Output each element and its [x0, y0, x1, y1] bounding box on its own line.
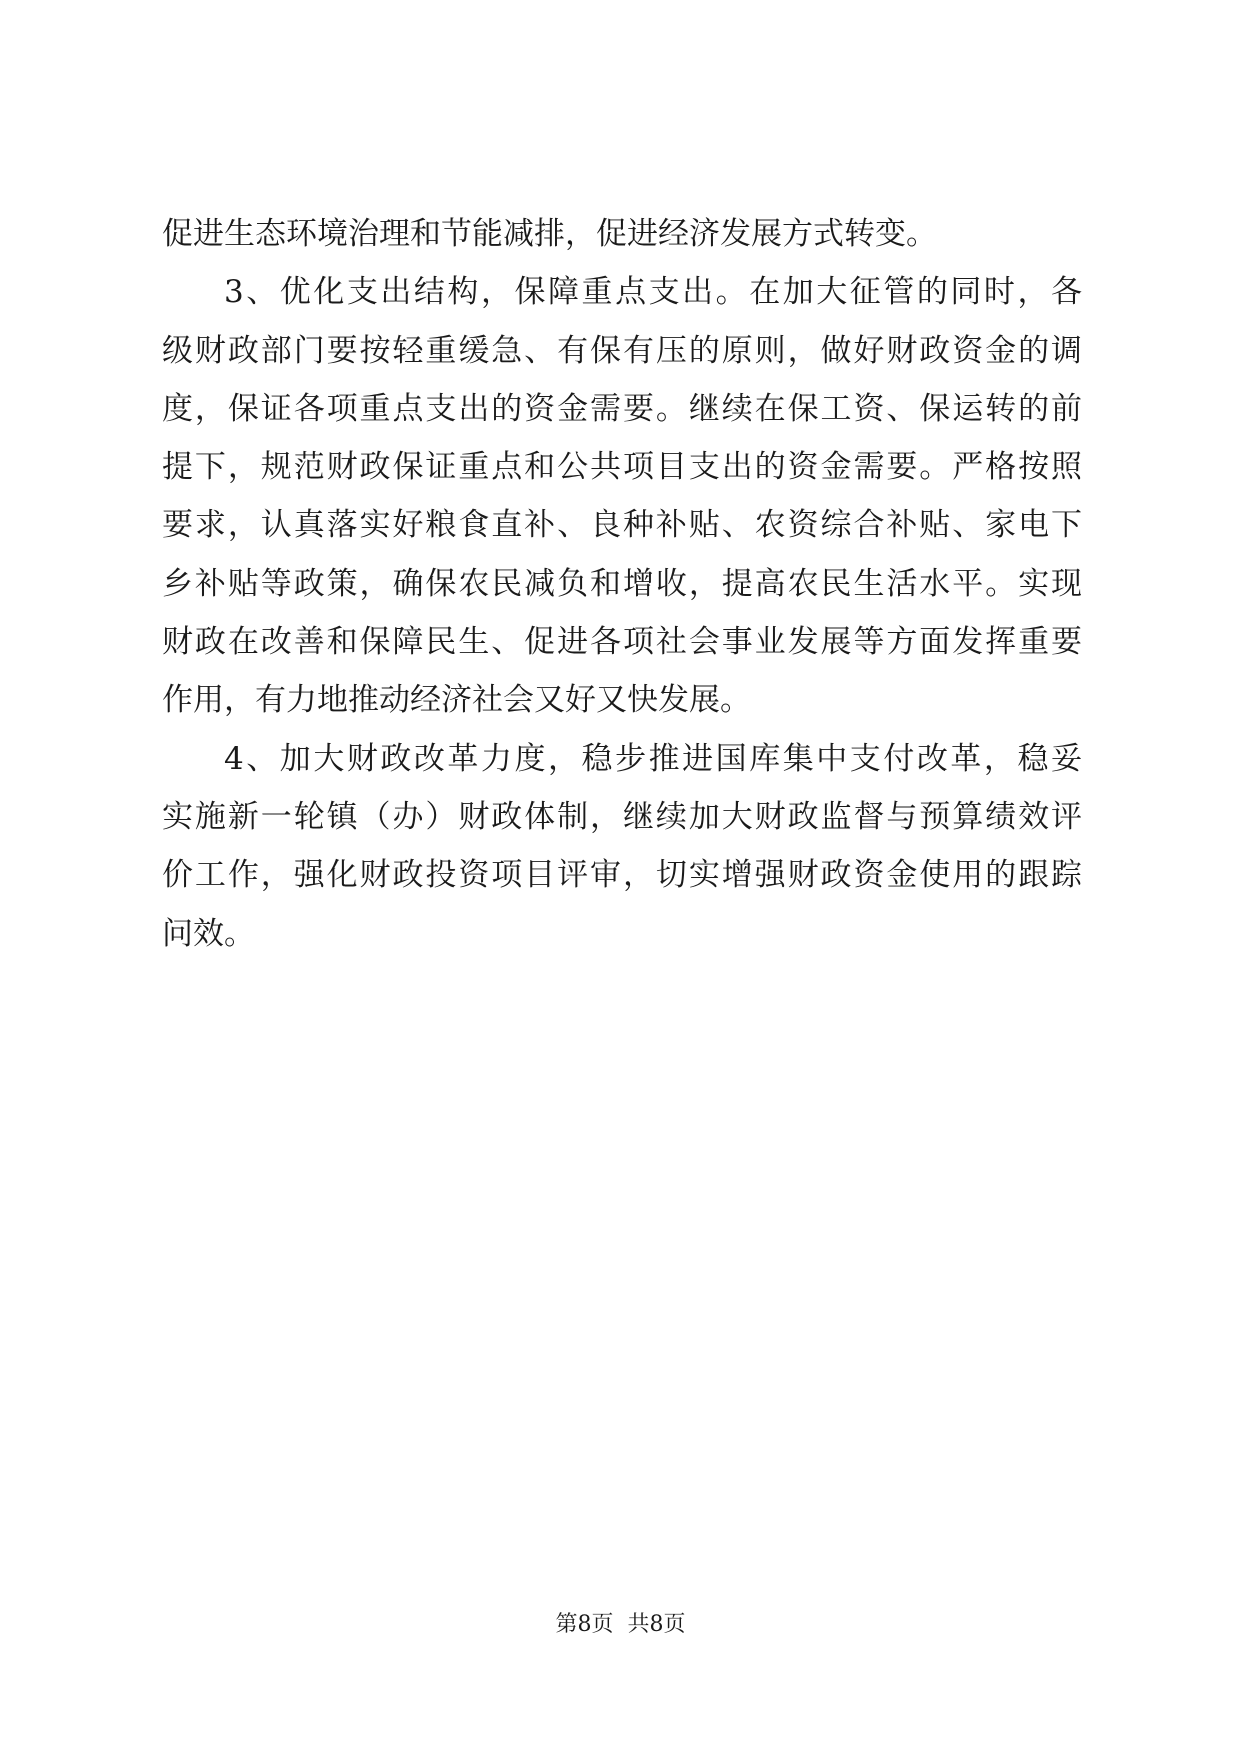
- text-line: 级财政部门要按轻重缓急、有保有压的原则，做好财政资金的调: [162, 332, 1082, 369]
- text-line: 促进生态环境治理和节能减排，促进经济发展方式转变。: [162, 216, 937, 252]
- paragraph-continuation: [162, 205, 1082, 263]
- paragraph-item-4: [162, 730, 1082, 963]
- text-line: 作用，有力地推动经济社会又好又快发展。: [162, 682, 751, 719]
- paragraph-item-3: [162, 263, 1082, 729]
- text-line: 问效。: [162, 915, 255, 952]
- page-number-label: 第8页 共8页: [555, 1612, 686, 1637]
- text-line: 实施新一轮镇（办）财政体制，继续加大财政监督与预算绩效评: [162, 798, 1082, 835]
- text-line: 度，保证各项重点支出的资金需要。继续在保工资、保运转的前: [162, 390, 1082, 427]
- text-line: 3、优化支出结构，保障重点支出。在加大征管的同时，各: [224, 274, 1082, 311]
- text-line: 要求，认真落实好粮食直补、良种补贴、农资综合补贴、家电下: [162, 507, 1082, 544]
- text-line: 乡补贴等政策，确保农民减负和增收，提高农民生活水平。实现: [162, 565, 1082, 602]
- text-line: 价工作，强化财政投资项目评审，切实增强财政资金使用的跟踪: [162, 857, 1082, 894]
- page-footer: [0, 1610, 1241, 1640]
- text-line: 提下，规范财政保证重点和公共项目支出的资金需要。严格按照: [162, 449, 1082, 486]
- text-line: 4、加大财政改革力度，稳步推进国库集中支付改革，稳妥: [224, 740, 1082, 777]
- document-body: [162, 205, 1082, 963]
- text-line: 财政在改善和保障民生、促进各项社会事业发展等方面发挥重要: [162, 624, 1082, 661]
